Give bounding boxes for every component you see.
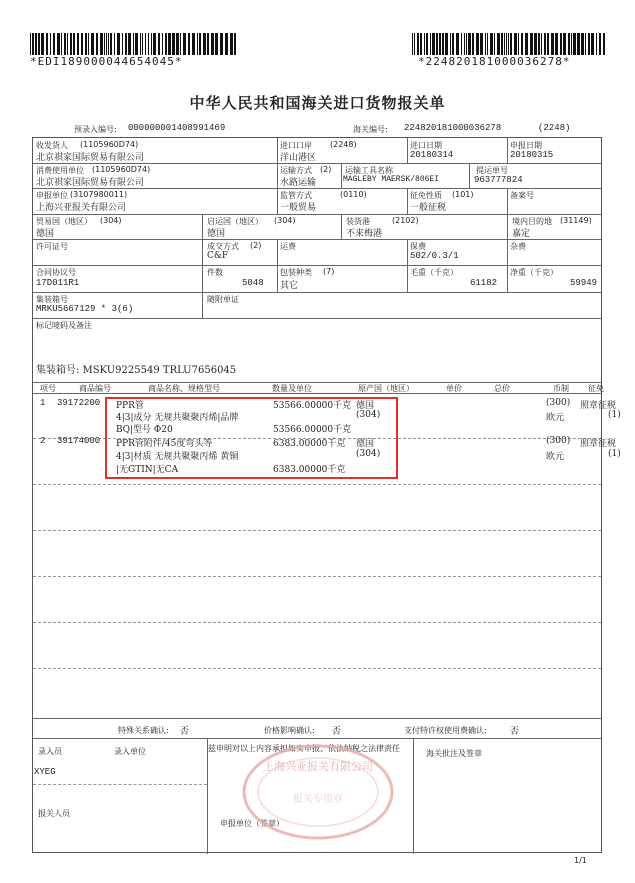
- transport-mode-label: 运输方式: [280, 166, 312, 175]
- customs-no-label: 海关编号:: [353, 125, 388, 134]
- customs-code: (2248): [538, 123, 571, 133]
- goods-2-qty1: 6383.00000千克: [273, 439, 346, 449]
- goods-1-origin-code: (304): [356, 410, 381, 420]
- net-weight: 59949: [570, 278, 598, 288]
- price-influence-value: 否: [332, 727, 342, 737]
- barcode-left: [30, 33, 238, 55]
- highlight-box: [105, 397, 398, 479]
- entry-person-label: 录入员: [38, 747, 62, 756]
- goods-2-spec1: 4|3|材质 无规共聚聚丙烯 黄铜: [116, 452, 239, 462]
- declarant-name: 上海兴亚报关有限公司: [36, 203, 127, 213]
- origin-country: 德国: [207, 229, 226, 239]
- trade-country-code: (304): [100, 216, 122, 225]
- special-relation-label: 特殊关系确认:: [118, 726, 169, 735]
- transport-tool: MAGLEBY MAERSK/806EI: [343, 175, 440, 184]
- import-date: 20180314: [410, 150, 454, 160]
- svg-text:报关专用章: 报关专用章: [293, 794, 343, 805]
- consumer-name: 北京祺家国际贸易有限公司: [36, 178, 145, 188]
- goods-2-no: 2: [40, 436, 46, 446]
- declare-date-label: 申报日期: [510, 141, 542, 150]
- supervision: 一般贸易: [280, 203, 317, 213]
- statement: 兹申明对以上内容承担如实申报、依法纳税之法律责任: [208, 744, 400, 753]
- docs-label: 随附单证: [207, 295, 239, 304]
- destination-code: (31149): [560, 216, 592, 225]
- consignee-label: 收发货人: [36, 141, 68, 150]
- declarant-label: 申报单位: [36, 191, 68, 200]
- pre-entry-no: 000000001408991469: [128, 123, 226, 133]
- goods-header-total: 总价: [494, 384, 510, 393]
- goods-header-no: 项号: [40, 384, 56, 393]
- goods-header-qty: 数量及单位: [272, 384, 312, 393]
- customs-no: 224820181000036278: [404, 123, 502, 133]
- deal-mode-label: 成交方式: [207, 242, 239, 251]
- license-label: 许可证号: [36, 242, 68, 251]
- goods-2-name: PPR管附件/45度弯头等: [116, 439, 213, 449]
- goods-header-levy: 征免: [588, 384, 604, 393]
- goods-1-levy: 照章征税: [580, 401, 617, 411]
- goods-2-qty2: 6383.00000千克: [273, 465, 346, 475]
- deal-mode-code: (2): [250, 241, 262, 250]
- marks-label: 标记唛码及备注: [36, 321, 92, 330]
- packages-label: 件数: [207, 268, 223, 277]
- levy-code: (101): [452, 190, 474, 199]
- bill-no: 963777824: [474, 175, 523, 185]
- levy: 一般征税: [410, 203, 447, 213]
- loading-port-label: 装货港: [346, 217, 370, 226]
- package-type-label: 包装种类: [280, 268, 312, 277]
- goods-1-spec2: BQ|型号 Φ20: [116, 425, 173, 435]
- net-weight-label: 净重（千克）: [510, 268, 558, 277]
- deal-mode: C&F: [207, 251, 229, 261]
- goods-2-code: 39174000: [57, 436, 101, 446]
- price-influence-label: 价格影响确认:: [264, 726, 315, 735]
- destination-label: 境内目的地: [512, 217, 552, 226]
- entry-unit-label: 录入单位: [114, 747, 146, 756]
- origin-country-code: (304): [274, 216, 296, 225]
- insurance-label: 保费: [410, 242, 426, 251]
- container: MRKU5667129 * 3(6): [36, 304, 134, 314]
- svg-text:上海兴亚报关有限公司: 上海兴亚报关有限公司: [263, 760, 373, 773]
- goods-header-code: 商品编号: [79, 384, 111, 393]
- goods-1-levy-code: (1): [608, 410, 621, 420]
- declarant-code: (3107980011): [70, 190, 128, 199]
- origin-country-label: 启运国（地区）: [207, 217, 263, 226]
- barcode-right: [412, 33, 608, 55]
- declare-unit-sign-label: 申报单位（签章）: [220, 819, 284, 828]
- bill-no-label: 提运单号: [476, 166, 508, 175]
- goods-header-origin: 原产国（地区）: [358, 384, 414, 393]
- declare-date: 20180315: [510, 150, 554, 160]
- gross-weight: 61182: [470, 278, 498, 288]
- levy-label: 征免性质: [410, 191, 442, 200]
- goods-2-levy: 照章征税: [580, 439, 617, 449]
- declarer-label: 报关人员: [38, 809, 70, 818]
- goods-header-currency: 币制: [553, 384, 569, 393]
- customs-note-label: 海关批注及签章: [426, 749, 482, 758]
- company-seal: [238, 740, 398, 845]
- goods-2-origin-code: (304): [356, 449, 381, 459]
- loading-port-code: (2102): [392, 216, 419, 225]
- import-port: 洋山港区: [280, 153, 317, 163]
- consignee-name: 北京祺家国际贸易有限公司: [36, 153, 145, 163]
- royalty-value: 否: [510, 727, 520, 737]
- goods-header-unit-price: 单价: [446, 384, 462, 393]
- loading-port: 不来梅港: [346, 229, 383, 239]
- consumer-label: 消费使用单位: [36, 166, 84, 175]
- transport-mode-code: (2): [320, 165, 332, 174]
- contract-label: 合同协议号: [36, 268, 76, 277]
- supervision-code: (0110): [340, 190, 367, 199]
- page-number: 1/1: [574, 856, 587, 865]
- freight-label: 运费: [280, 242, 296, 251]
- misc-label: 杂费: [510, 242, 526, 251]
- goods-1-currency: 欧元: [546, 413, 565, 423]
- goods-1-spec1: 4|3|成分 无规共聚聚丙烯|品牌: [116, 413, 239, 423]
- goods-header-name: 商品名称、规格型号: [148, 384, 220, 393]
- document-title: 中华人民共和国海关进口货物报关单: [189, 94, 446, 112]
- goods-2-spec2: |无GTIN|无CA: [116, 465, 179, 475]
- goods-2-origin: 德国: [356, 439, 375, 449]
- package-type-code: (7): [323, 267, 335, 276]
- barcode-right-text: *224820181000036278*: [418, 55, 571, 68]
- supervision-label: 监管方式: [280, 191, 312, 200]
- trade-country: 德国: [36, 229, 55, 239]
- goods-2-currency: 欧元: [546, 452, 565, 462]
- transport-tool-label: 运输工具名称: [345, 166, 393, 175]
- consumer-code: (1105960D74): [92, 165, 151, 174]
- container-label: 集装箱号: [36, 295, 68, 304]
- goods-1-origin: 德国: [356, 401, 375, 411]
- import-port-code: (2248): [330, 140, 357, 149]
- goods-1-qty1: 53566.00000千克: [273, 401, 352, 411]
- transport-mode: 水路运输: [280, 178, 317, 188]
- marks-text: 集装箱号: MSKU9225549 TRLU7656045: [36, 365, 237, 376]
- goods-2-levy-code: (1): [608, 449, 621, 459]
- trade-country-label: 贸易国（地区）: [36, 217, 92, 226]
- import-port-label: 进口口岸: [280, 141, 312, 150]
- barcode-left-text: *EDI189000044654045*: [30, 55, 183, 68]
- goods-1-currency-code: (300): [546, 398, 571, 408]
- goods-1-name: PPR管: [116, 401, 144, 411]
- goods-1-no: 1: [40, 398, 46, 408]
- pre-entry-label: 预录入编号:: [74, 125, 117, 134]
- gross-weight-label: 毛重（千克）: [410, 268, 458, 277]
- goods-1-qty2: 53566.00000千克: [273, 425, 352, 435]
- entry-person-value: XYEG: [34, 767, 56, 777]
- package-type: 其它: [280, 281, 299, 291]
- special-relation-value: 否: [180, 727, 190, 737]
- packages: 5048: [242, 278, 264, 288]
- contract: 17D011R1: [36, 278, 80, 288]
- record-no-label: 备案号: [510, 191, 534, 200]
- royalty-label: 支付特许权使用费确认:: [404, 726, 487, 735]
- insurance: 502/0.3/1: [410, 251, 459, 261]
- goods-2-currency-code: (300): [546, 436, 571, 446]
- goods-1-code: 39172200: [57, 398, 101, 408]
- destination: 嘉定: [512, 229, 531, 239]
- consignee-code: (1105960D74): [80, 140, 139, 149]
- import-date-label: 进口日期: [410, 141, 442, 150]
